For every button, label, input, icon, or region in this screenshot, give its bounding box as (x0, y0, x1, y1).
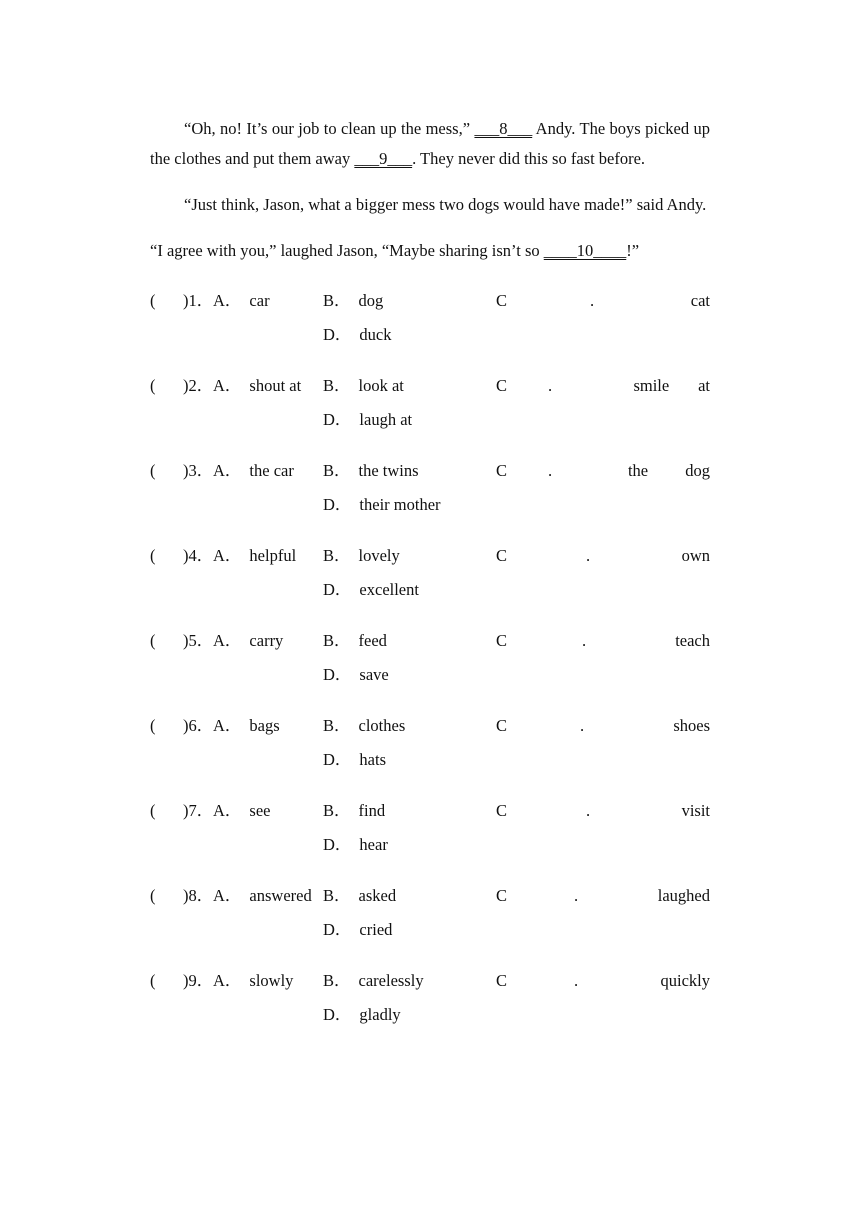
answer-paren: ( (150, 376, 156, 395)
option-c: the dog (627, 461, 710, 480)
option-text: the car (249, 461, 294, 480)
question-item (150, 714, 710, 799)
option-text: asked (358, 886, 397, 905)
option-letter: A． (213, 291, 242, 310)
option-b (323, 716, 405, 736)
answer-paren: ( (150, 291, 156, 310)
question-number: )4． (183, 546, 214, 565)
question-item (150, 629, 710, 714)
option-text: hats (359, 750, 387, 769)
option-letter: D． (323, 410, 352, 429)
option-letter: B． (323, 971, 351, 990)
answer-paren: ( (150, 886, 156, 905)
option-text: cried (359, 920, 393, 939)
option-c-dot: . (580, 716, 585, 735)
option-text: the twins (358, 461, 419, 480)
answer-paren: ( (150, 801, 156, 820)
option-d (323, 580, 419, 600)
passage-text: “Oh, no! It’s our job to clean up the mess,” (184, 119, 475, 138)
option-letter: A． (213, 716, 242, 735)
question-item (150, 884, 710, 969)
option-c: laughed (657, 886, 710, 905)
answer-paren: ( (150, 546, 156, 565)
option-c-letter: C (496, 716, 508, 735)
option-letter: A． (213, 971, 242, 990)
passage-text: . They never did this so fast before. (412, 149, 646, 168)
blank-10: ____10____ (543, 241, 627, 260)
option-c: cat (690, 291, 710, 310)
option-letter: B． (323, 631, 351, 650)
option-c: shoes (673, 716, 710, 735)
option-letter: A． (213, 461, 242, 480)
option-a (213, 971, 293, 991)
option-a (213, 291, 270, 311)
option-b (323, 376, 404, 396)
answer-paren: ( (150, 461, 156, 480)
option-letter: D． (323, 580, 352, 599)
option-text: their mother (359, 495, 441, 514)
option-text: slowly (249, 971, 294, 990)
question-number: )3． (183, 461, 214, 480)
question-number: )9． (183, 971, 214, 990)
option-letter: D． (323, 495, 352, 514)
option-letter: B． (323, 546, 351, 565)
option-c: quickly (660, 971, 710, 990)
option-letter: B． (323, 716, 351, 735)
option-text: gladly (359, 1005, 401, 1024)
option-text: car (249, 291, 270, 310)
blank-9: ___9___ (354, 149, 413, 168)
option-c-letter: C (496, 801, 508, 820)
question-item (150, 969, 710, 1054)
option-c-dot: . (548, 461, 553, 480)
option-a (213, 886, 312, 906)
question-item (150, 799, 710, 884)
option-letter: D． (323, 750, 352, 769)
option-text: dog (358, 291, 384, 310)
passage-text: Andy. The boys picked up the clothes and put them away (150, 119, 710, 168)
option-letter: D． (323, 835, 352, 854)
option-c-letter: C (496, 631, 508, 650)
option-b (323, 631, 387, 651)
option-c-letter: C (496, 886, 508, 905)
option-c-letter: C (496, 971, 508, 990)
option-d (323, 835, 388, 855)
option-c: own (681, 546, 710, 565)
answer-paren: ( (150, 971, 156, 990)
option-a (213, 631, 283, 651)
option-text: feed (358, 631, 387, 650)
option-text: bags (249, 716, 280, 735)
question-number: )2． (183, 376, 214, 395)
blank-8: ___8___ (474, 119, 533, 138)
question-item (150, 544, 710, 629)
option-c-dot: . (586, 801, 591, 820)
option-d (323, 410, 412, 430)
question-item (150, 289, 710, 374)
answer-paren: ( (150, 631, 156, 650)
option-letter: A． (213, 886, 242, 905)
option-letter: A． (213, 631, 242, 650)
question-number: )6． (183, 716, 214, 735)
passage-paragraph-1 (150, 114, 710, 174)
option-d (323, 1005, 401, 1025)
option-a (213, 461, 294, 481)
option-letter: B． (323, 886, 351, 905)
option-a (213, 716, 280, 736)
option-letter: D． (323, 665, 352, 684)
answer-paren: ( (150, 716, 156, 735)
option-c-dot: . (590, 291, 595, 310)
option-text: see (249, 801, 271, 820)
option-a (213, 546, 296, 566)
option-a (213, 801, 271, 821)
question-number: )7． (183, 801, 214, 820)
option-b (323, 886, 396, 906)
option-d (323, 665, 389, 685)
option-text: carelessly (358, 971, 424, 990)
option-d (323, 495, 441, 515)
option-text: lovely (358, 546, 400, 565)
option-letter: B． (323, 376, 351, 395)
option-text: laugh at (359, 410, 413, 429)
question-item (150, 374, 710, 459)
option-text: excellent (359, 580, 419, 599)
passage-text: “I agree with you,” laughed Jason, “Maybe sharing isn’t so (150, 241, 544, 260)
question-number: )8． (183, 886, 214, 905)
option-letter: A． (213, 801, 242, 820)
option-text: hear (359, 835, 388, 854)
option-a (213, 376, 301, 396)
question-item (150, 459, 710, 544)
option-text: duck (359, 325, 392, 344)
option-d (323, 750, 386, 770)
question-list (150, 289, 710, 1054)
passage-paragraph-3 (150, 236, 710, 266)
option-text: find (358, 801, 386, 820)
question-number: )5． (183, 631, 214, 650)
option-b (323, 801, 385, 821)
option-text: save (359, 665, 389, 684)
passage-text: !” (626, 241, 640, 260)
option-c-letter: C (496, 376, 508, 395)
option-b (323, 971, 424, 991)
option-c-letter: C (496, 461, 508, 480)
passage-paragraph-2: “Just think, Jason, what a bigger mess two dogs would have made!” said Andy. (184, 195, 707, 214)
option-b (323, 461, 419, 481)
option-d (323, 920, 392, 940)
option-letter: A． (213, 376, 242, 395)
option-text: carry (249, 631, 284, 650)
option-text: helpful (249, 546, 297, 565)
option-text: answered (249, 886, 312, 905)
option-text: clothes (358, 716, 406, 735)
option-c-dot: . (548, 376, 553, 395)
question-number: )1． (183, 291, 214, 310)
document-page (150, 114, 710, 1054)
option-c: teach (675, 631, 710, 650)
option-c-letter: C (496, 546, 508, 565)
option-letter: D． (323, 325, 352, 344)
option-d (323, 325, 392, 345)
option-b (323, 291, 383, 311)
option-c-dot: . (582, 631, 587, 650)
option-letter: D． (323, 1005, 352, 1024)
option-letter: B． (323, 801, 351, 820)
option-text: look at (358, 376, 404, 395)
option-letter: A． (213, 546, 242, 565)
option-c: smile at (633, 376, 710, 395)
option-letter: D． (323, 920, 352, 939)
option-c-dot: . (586, 546, 591, 565)
option-b (323, 546, 400, 566)
option-c-letter: C (496, 291, 508, 310)
option-c: visit (681, 801, 710, 820)
option-letter: B． (323, 461, 351, 480)
option-c-dot: . (574, 886, 579, 905)
option-c-dot: . (574, 971, 579, 990)
option-letter: B． (323, 291, 351, 310)
option-text: shout at (249, 376, 302, 395)
